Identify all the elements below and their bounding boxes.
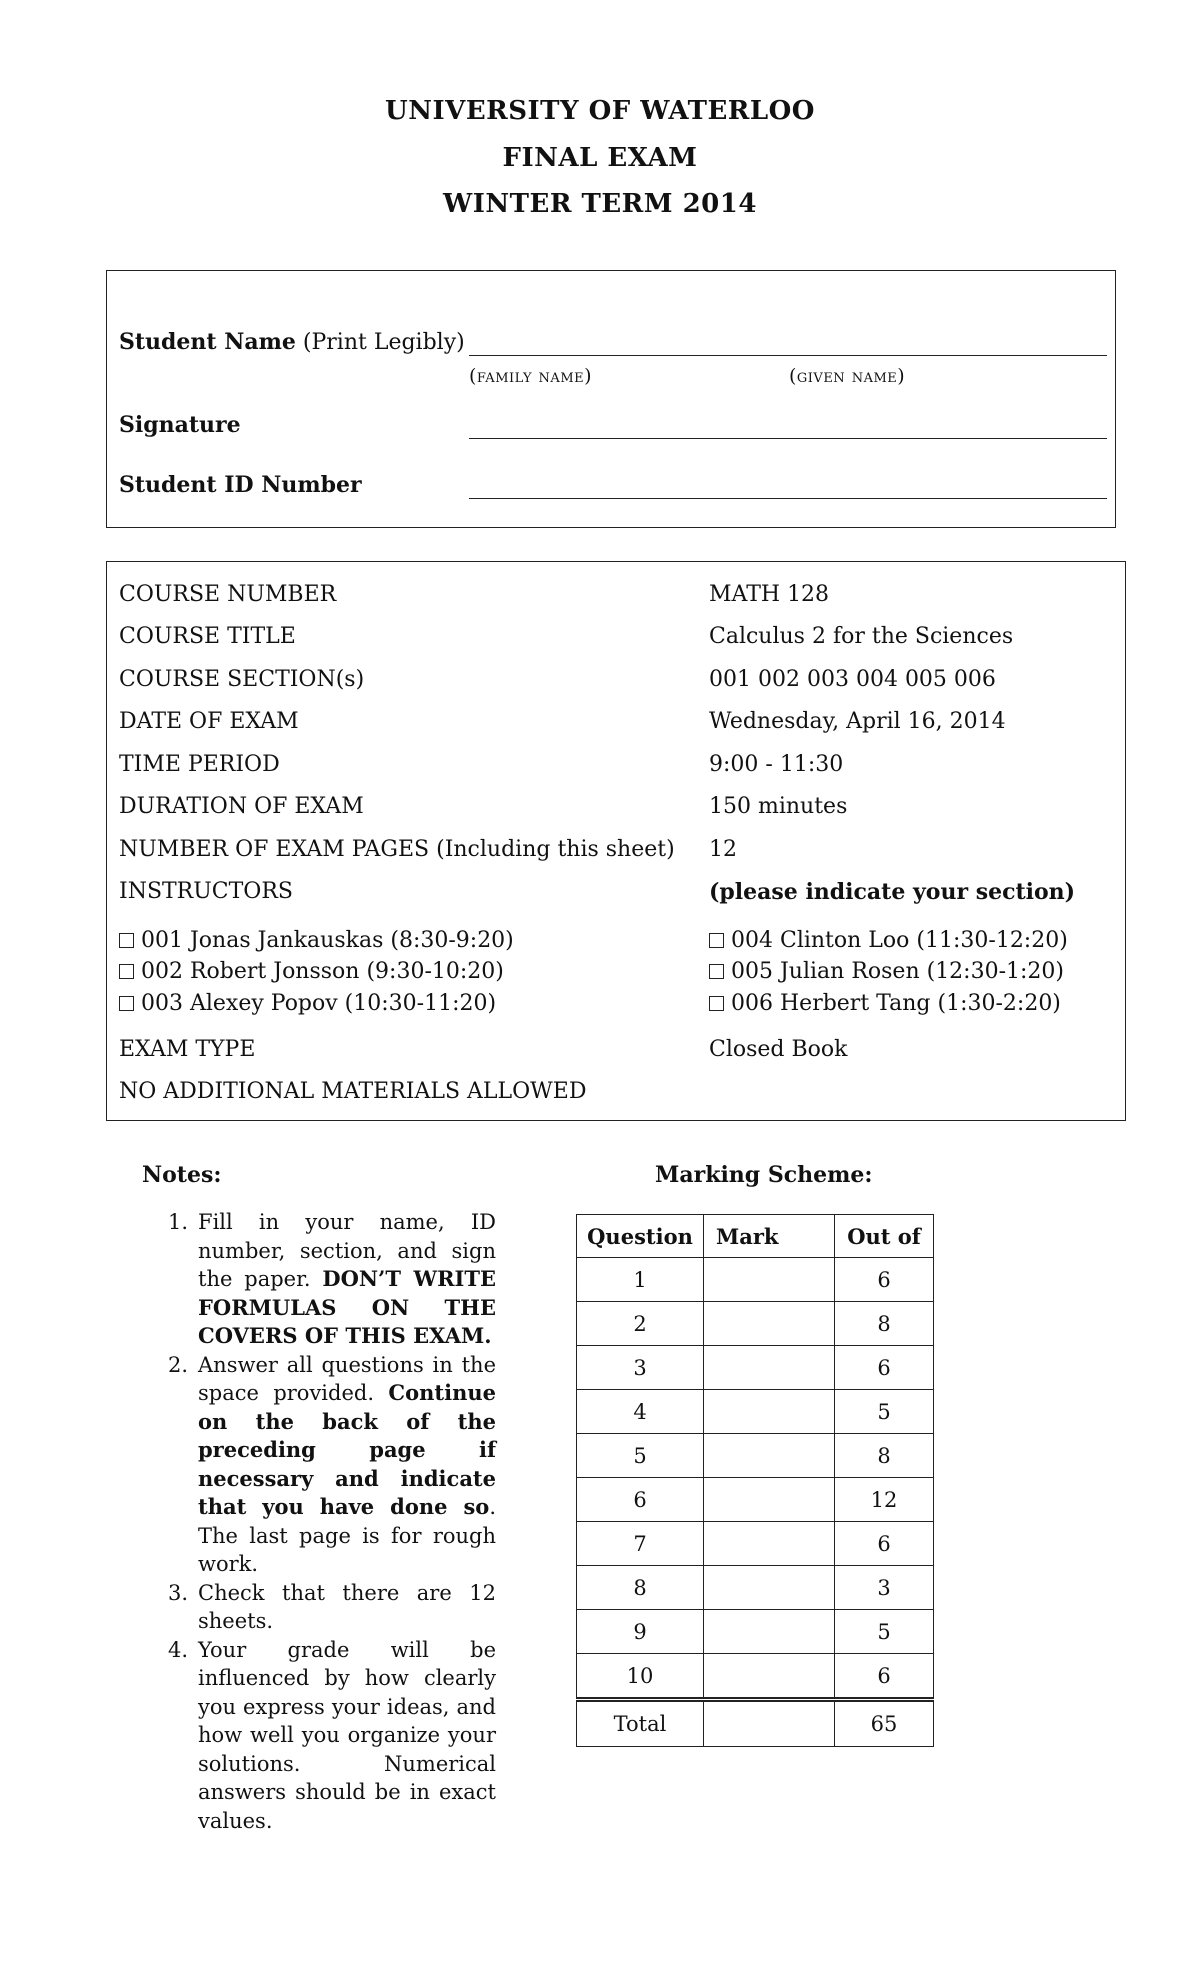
student-info-box [106, 270, 1116, 528]
table-row [577, 1478, 934, 1522]
out-of-cell: 6 [835, 1654, 934, 1700]
question-cell: 3 [577, 1346, 704, 1390]
out-of-cell: 12 [835, 1478, 934, 1522]
checkbox-icon[interactable] [119, 964, 134, 979]
page-count-label: NUMBER OF EXAM PAGES (Including this sheet) [119, 837, 675, 862]
mark-cell[interactable] [704, 1346, 835, 1390]
total-mark-cell[interactable] [704, 1700, 835, 1747]
note-item: 2. Answer all questions in the space provided. Continue on the back of the preceding page if necessary and indicate that you have done so. The last page is for rough work. [168, 1352, 496, 1576]
note-item: 3. Check that there are 12 sheets. [168, 1580, 496, 1633]
out-of-cell: 6 [835, 1258, 934, 1302]
question-cell: 9 [577, 1610, 704, 1654]
note-text: Fill in your name, ID number, section, and sign the paper. [198, 1210, 496, 1291]
out-of-cell: 6 [835, 1346, 934, 1390]
instructors-hint: (please indicate your section) [709, 879, 1076, 905]
mark-cell[interactable] [704, 1302, 835, 1346]
course-title-value: Calculus 2 for the Sciences [709, 624, 1014, 649]
mark-cell[interactable] [704, 1258, 835, 1302]
given-name-caption: (given name) [789, 365, 906, 387]
section-option-002[interactable]: 002 Robert Jonsson (9:30-10:20) [119, 959, 504, 984]
student-name-label: Student Name (Print Legibly) [119, 329, 465, 355]
duration-label: DURATION OF EXAM [119, 794, 364, 819]
section-option-004[interactable]: 004 Clinton Loo (11:30-12:20) [709, 928, 1068, 953]
total-row [577, 1700, 934, 1747]
exam-title: FINAL EXAM [502, 143, 698, 173]
table-row [577, 1346, 934, 1390]
note-text: . The last page is for rough work. [198, 1495, 496, 1576]
note-text: Answer all questions in the space provided. [198, 1352, 496, 1405]
question-cell: 8 [577, 1566, 704, 1610]
mark-cell[interactable] [704, 1566, 835, 1610]
exam-date-value: Wednesday, April 16, 2014 [709, 709, 1006, 734]
checkbox-icon[interactable] [709, 964, 724, 979]
section-option-003[interactable]: 003 Alexey Popov (10:30-11:20) [119, 991, 496, 1016]
total-out-of: 65 [835, 1700, 934, 1747]
table-row [577, 1390, 934, 1434]
mark-cell[interactable] [704, 1390, 835, 1434]
time-period-label: TIME PERIOD [119, 752, 280, 777]
note-text: Check that there are 12 sheets. [198, 1580, 496, 1633]
duration-value: 150 minutes [709, 794, 848, 819]
course-number-label: COURSE NUMBER [119, 582, 337, 607]
table-row [577, 1258, 934, 1302]
instructors-label: INSTRUCTORS [119, 879, 293, 904]
time-period-value: 9:00 - 11:30 [709, 752, 844, 777]
checkbox-icon[interactable] [119, 933, 134, 948]
table-header-row [577, 1215, 934, 1258]
question-cell: 4 [577, 1390, 704, 1434]
section-option-005[interactable]: 005 Julian Rosen (12:30-1:20) [709, 959, 1064, 984]
mark-cell[interactable] [704, 1654, 835, 1700]
mark-cell[interactable] [704, 1610, 835, 1654]
table-row [577, 1302, 934, 1346]
out-of-cell: 5 [835, 1390, 934, 1434]
student-id-label: Student ID Number [119, 472, 362, 498]
out-of-cell: 5 [835, 1610, 934, 1654]
exam-date-label: DATE OF EXAM [119, 709, 299, 734]
course-number-value: MATH 128 [709, 582, 830, 607]
checkbox-icon[interactable] [119, 996, 134, 1011]
column-header-mark: Mark [704, 1215, 835, 1258]
table-row [577, 1522, 934, 1566]
question-cell: 7 [577, 1522, 704, 1566]
exam-type-label: EXAM TYPE [119, 1037, 256, 1062]
course-info-box [106, 561, 1126, 1121]
checkbox-icon[interactable] [709, 996, 724, 1011]
mark-cell[interactable] [704, 1434, 835, 1478]
materials-note: NO ADDITIONAL MATERIALS ALLOWED [119, 1079, 587, 1104]
note-item: 1. Fill in your name, ID number, section, and sign the paper. DON’T WRITE FORMULAS ON THE COVERS OF THIS EXAM. [168, 1210, 496, 1348]
course-section-value: 001 002 003 004 005 006 [709, 667, 996, 692]
out-of-cell: 8 [835, 1434, 934, 1478]
question-cell: 2 [577, 1302, 704, 1346]
exam-type-value: Closed Book [709, 1037, 848, 1062]
section-option-001[interactable]: 001 Jonas Jankauskas (8:30-9:20) [119, 928, 514, 953]
table-row [577, 1566, 934, 1610]
total-label: Total [577, 1700, 704, 1747]
signature-label: Signature [119, 412, 241, 438]
question-cell: 1 [577, 1258, 704, 1302]
university-title: UNIVERSITY OF WATERLOO [385, 96, 815, 126]
student-name-field[interactable] [469, 355, 1107, 356]
table-row [577, 1434, 934, 1478]
course-section-label: COURSE SECTION(s) [119, 667, 365, 692]
mark-cell[interactable] [704, 1478, 835, 1522]
column-header-question: Question [577, 1215, 704, 1258]
term-title: WINTER TERM 2014 [443, 189, 757, 219]
notes-list [168, 1208, 496, 1835]
section-option-006[interactable]: 006 Herbert Tang (1:30-2:20) [709, 991, 1061, 1016]
checkbox-icon[interactable] [709, 933, 724, 948]
student-id-field[interactable] [469, 498, 1107, 499]
table-row [577, 1610, 934, 1654]
out-of-cell: 6 [835, 1522, 934, 1566]
note-item: 4. Your grade will be influenced by how clearly you express your ideas, and how well you organize your solutions. Numerical answers should be in exact values. [168, 1637, 496, 1833]
out-of-cell: 3 [835, 1566, 934, 1610]
out-of-cell: 8 [835, 1302, 934, 1346]
note-text: Your grade will be influenced by how clearly you express your ideas, and how well you organize your solutions. Numerical answers should be in exact values. [198, 1637, 496, 1833]
note-emphasis: Continue on the back of the preceding page if necessary and indicate that you have done so [198, 1380, 496, 1519]
marking-scheme-table [576, 1214, 934, 1747]
table-row [577, 1654, 934, 1700]
mark-cell[interactable] [704, 1522, 835, 1566]
page-count-value: 12 [709, 837, 737, 862]
signature-field[interactable] [469, 438, 1107, 439]
family-name-caption: (family name) [469, 365, 593, 387]
notes-title: Notes: [142, 1162, 222, 1188]
question-cell: 6 [577, 1478, 704, 1522]
marking-scheme-title: Marking Scheme: [655, 1162, 873, 1188]
course-title-label: COURSE TITLE [119, 624, 296, 649]
note-emphasis: DON’T WRITE FORMULAS ON THE COVERS OF THIS EXAM. [198, 1266, 496, 1348]
question-cell: 5 [577, 1434, 704, 1478]
question-cell: 10 [577, 1654, 704, 1700]
column-header-out-of: Out of [835, 1215, 934, 1258]
